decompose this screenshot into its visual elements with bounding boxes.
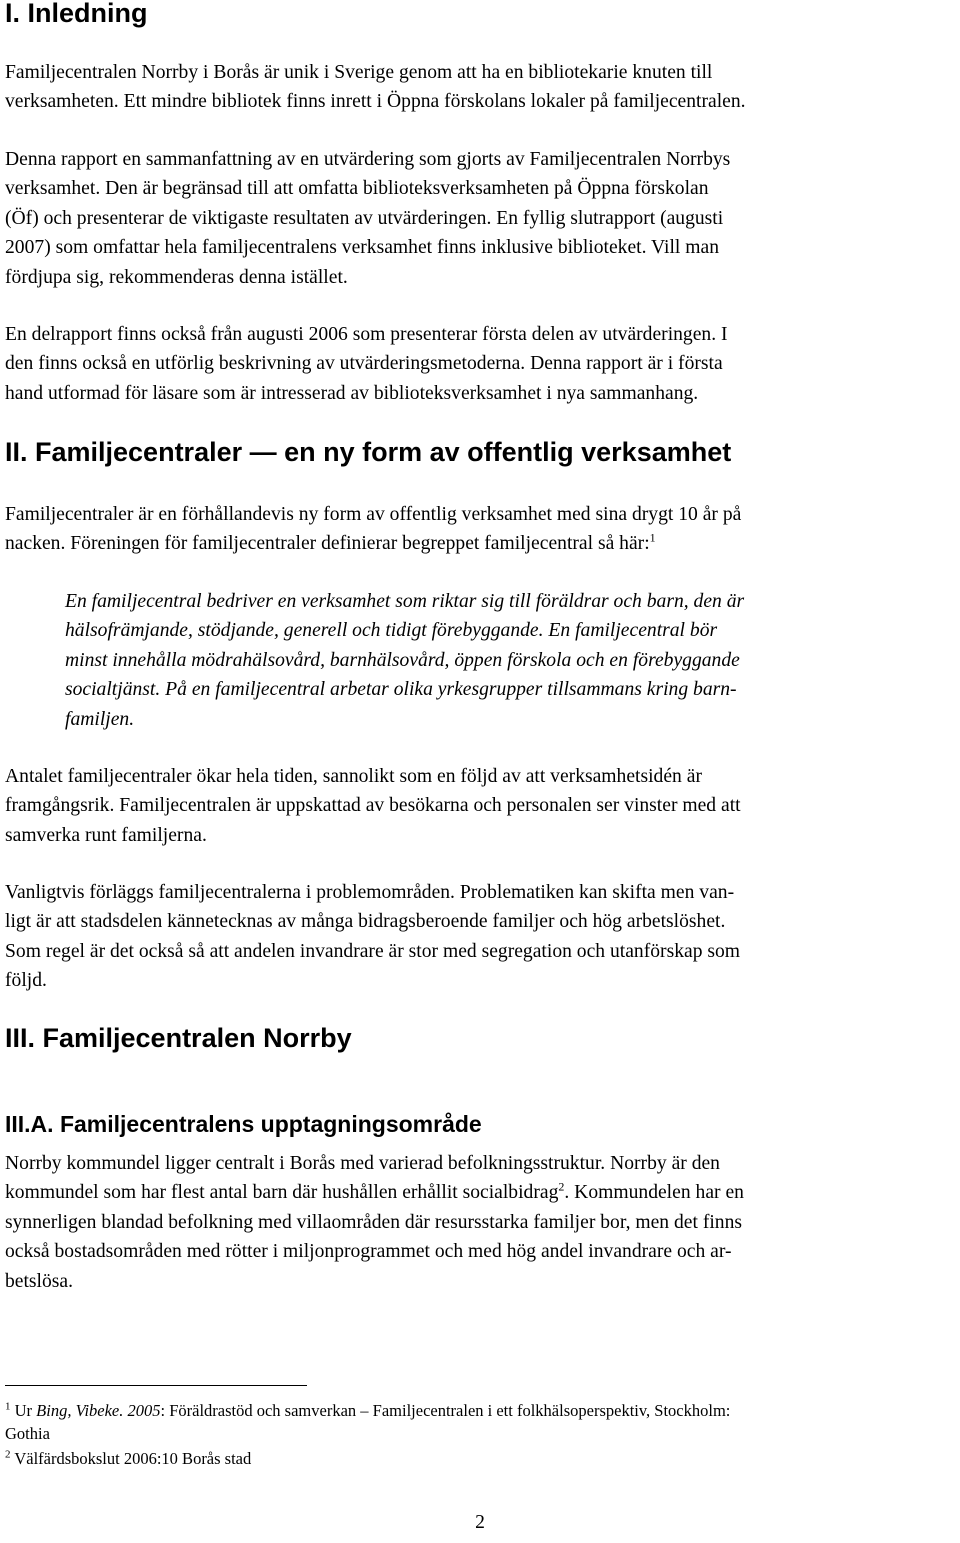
text-line: också bostadsområden med rötter i miljonprogrammet och med hög andel invandrare och ar- — [5, 1241, 732, 1263]
text-line: verksamhet. Den är begränsad till att omfatta biblioteksverksamheten på Öppna förskolan — [5, 178, 709, 200]
text-line: Som regel är det också så att andelen invandrare är stor med segregation och utanförskap som — [5, 940, 741, 962]
page-number: 2 — [475, 1512, 485, 1533]
text-line: betslösa. — [5, 1270, 74, 1292]
text-line: synnerligen blandad befolkning med villaområden där resursstarka familjer bor, men det finns — [5, 1211, 743, 1233]
text-line — [5, 529, 960, 558]
text-line: Gothia — [5, 1424, 50, 1443]
paragraph-familjecentraler-2 — [5, 762, 960, 850]
text-segment: : Föräldrastöd och samverkan – Familjecentralen i ett folkhälsoperspektiv, Stockholm: — [160, 1401, 731, 1420]
paragraph-norrby-1 — [5, 1149, 960, 1296]
definition-quote — [65, 587, 945, 734]
text-line: Vanligtvis förläggs familjecentralerna i problemområden. Problematiken kan skifta men van- — [5, 882, 735, 903]
text-line: följd. — [5, 970, 47, 992]
text-line: fördjupa sig, rekommenderas denna istället. — [5, 266, 348, 288]
text-line: socialtjänst. På en familjecentral arbetar olika yrkesgrupper tillsammans kring barn- — [65, 679, 737, 701]
text-line: verksamheten. Ett mindre bibliotek finns inrett i Öppna förskolans lokaler på familjecentralen. — [5, 91, 746, 113]
text-line: Norrby kommundel ligger centralt i Borås med varierad befolkningsstruktur. Norrby är den — [5, 1153, 720, 1174]
footnote-number-1: 1 — [5, 1400, 11, 1413]
section-heading-familjecentraler: II. Familjecentraler — en ny form av offentlig verksamhet — [5, 437, 732, 467]
footnote-reference-1[interactable]: 1 — [649, 530, 656, 545]
text-line: Familjecentraler är en förhållandevis ny form av offentlig verksamhet med sina drygt 10 år på — [5, 504, 742, 525]
paragraph-intro-3 — [5, 320, 960, 408]
text-segment: kommundel som har flest antal barn där hushållen erhållit socialbidrag — [5, 1182, 559, 1204]
text-line: En familjecentral bedriver en verksamhet som riktar sig till föräldrar och barn, den är — [65, 591, 745, 612]
paragraph-intro-1 — [5, 58, 960, 117]
text-segment: Ur — [10, 1401, 37, 1420]
footnote-1 — [5, 1399, 955, 1445]
text-line: Antalet familjecentraler ökar hela tiden, sannolikt som en följd av att verksamhetsidén är — [5, 766, 702, 787]
section-heading-inledning: I. Inledning — [5, 0, 148, 28]
footnote-number-2: 2 — [5, 1448, 11, 1461]
footnote-reference-2[interactable]: 2 — [558, 1179, 565, 1194]
text-line: framgångsrik. Familjecentralen är uppskattad av besökarna och personalen ser vinster med att — [5, 795, 741, 817]
text-line: 2007) som omfattar hela familjecentralens verksamhet finns inklusive biblioteket. Vill man — [5, 237, 719, 259]
text-line: ligt är att stadsdelen kännetecknas av många bidragsberoende familjer och hög arbetslöshet. — [5, 911, 726, 933]
text-line — [5, 1178, 960, 1207]
text-line: hälsofrämjande, stödjande, generell och tidigt förebyggande. En familjecentral bör — [65, 620, 718, 642]
text-line — [5, 1399, 955, 1422]
text-line: minst innehålla mödrahälsovård, barnhälsovård, öppen förskola och en förebyggande — [65, 649, 740, 671]
citation-author: Bing, Vibeke. 2005 — [36, 1401, 161, 1420]
section-heading-norrby: III. Familjecentralen Norrby — [5, 1023, 352, 1053]
text-segment: nacken. Föreningen för familjecentraler definierar begreppet familjecentral så här: — [5, 533, 650, 555]
paragraph-familjecentraler-3 — [5, 878, 960, 996]
paragraph-familjecentraler-1 — [5, 500, 960, 559]
text-line — [5, 1447, 955, 1470]
paragraph-intro-2 — [5, 145, 960, 292]
text-line: samverka runt familjerna. — [5, 824, 207, 846]
text-line: familjen. — [65, 708, 135, 730]
text-line: Familjecentralen Norrby i Borås är unik i Sverige genom att ha en bibliotekarie knuten till — [5, 62, 713, 83]
text-line: (Öf) och presenterar de viktigaste resultaten av utvärderingen. En fyllig slutrapport (augusti — [5, 207, 724, 229]
text-line: den finns också en utförlig beskrivning av utvärderingsmetoderna. Denna rapport är i första — [5, 353, 723, 375]
subsection-heading-upptagningsomrade: III.A. Familjecentralens upptagningsområde — [5, 1111, 482, 1137]
text-segment: . Kommundelen har en — [564, 1182, 744, 1204]
text-line: hand utformad för läsare som är intresserad av biblioteksverksamhet i nya sammanhang. — [5, 382, 699, 404]
text-line: Denna rapport en sammanfattning av en utvärdering som gjorts av Familjecentralen Norrbys — [5, 149, 731, 170]
text-segment: Välfärdsbokslut 2006:10 Borås stad — [10, 1449, 252, 1468]
footnote-separator — [5, 1385, 307, 1386]
footnote-2 — [5, 1447, 955, 1470]
text-line: En delrapport finns också från augusti 2006 som presenterar första delen av utvärderingen. I — [5, 324, 728, 345]
